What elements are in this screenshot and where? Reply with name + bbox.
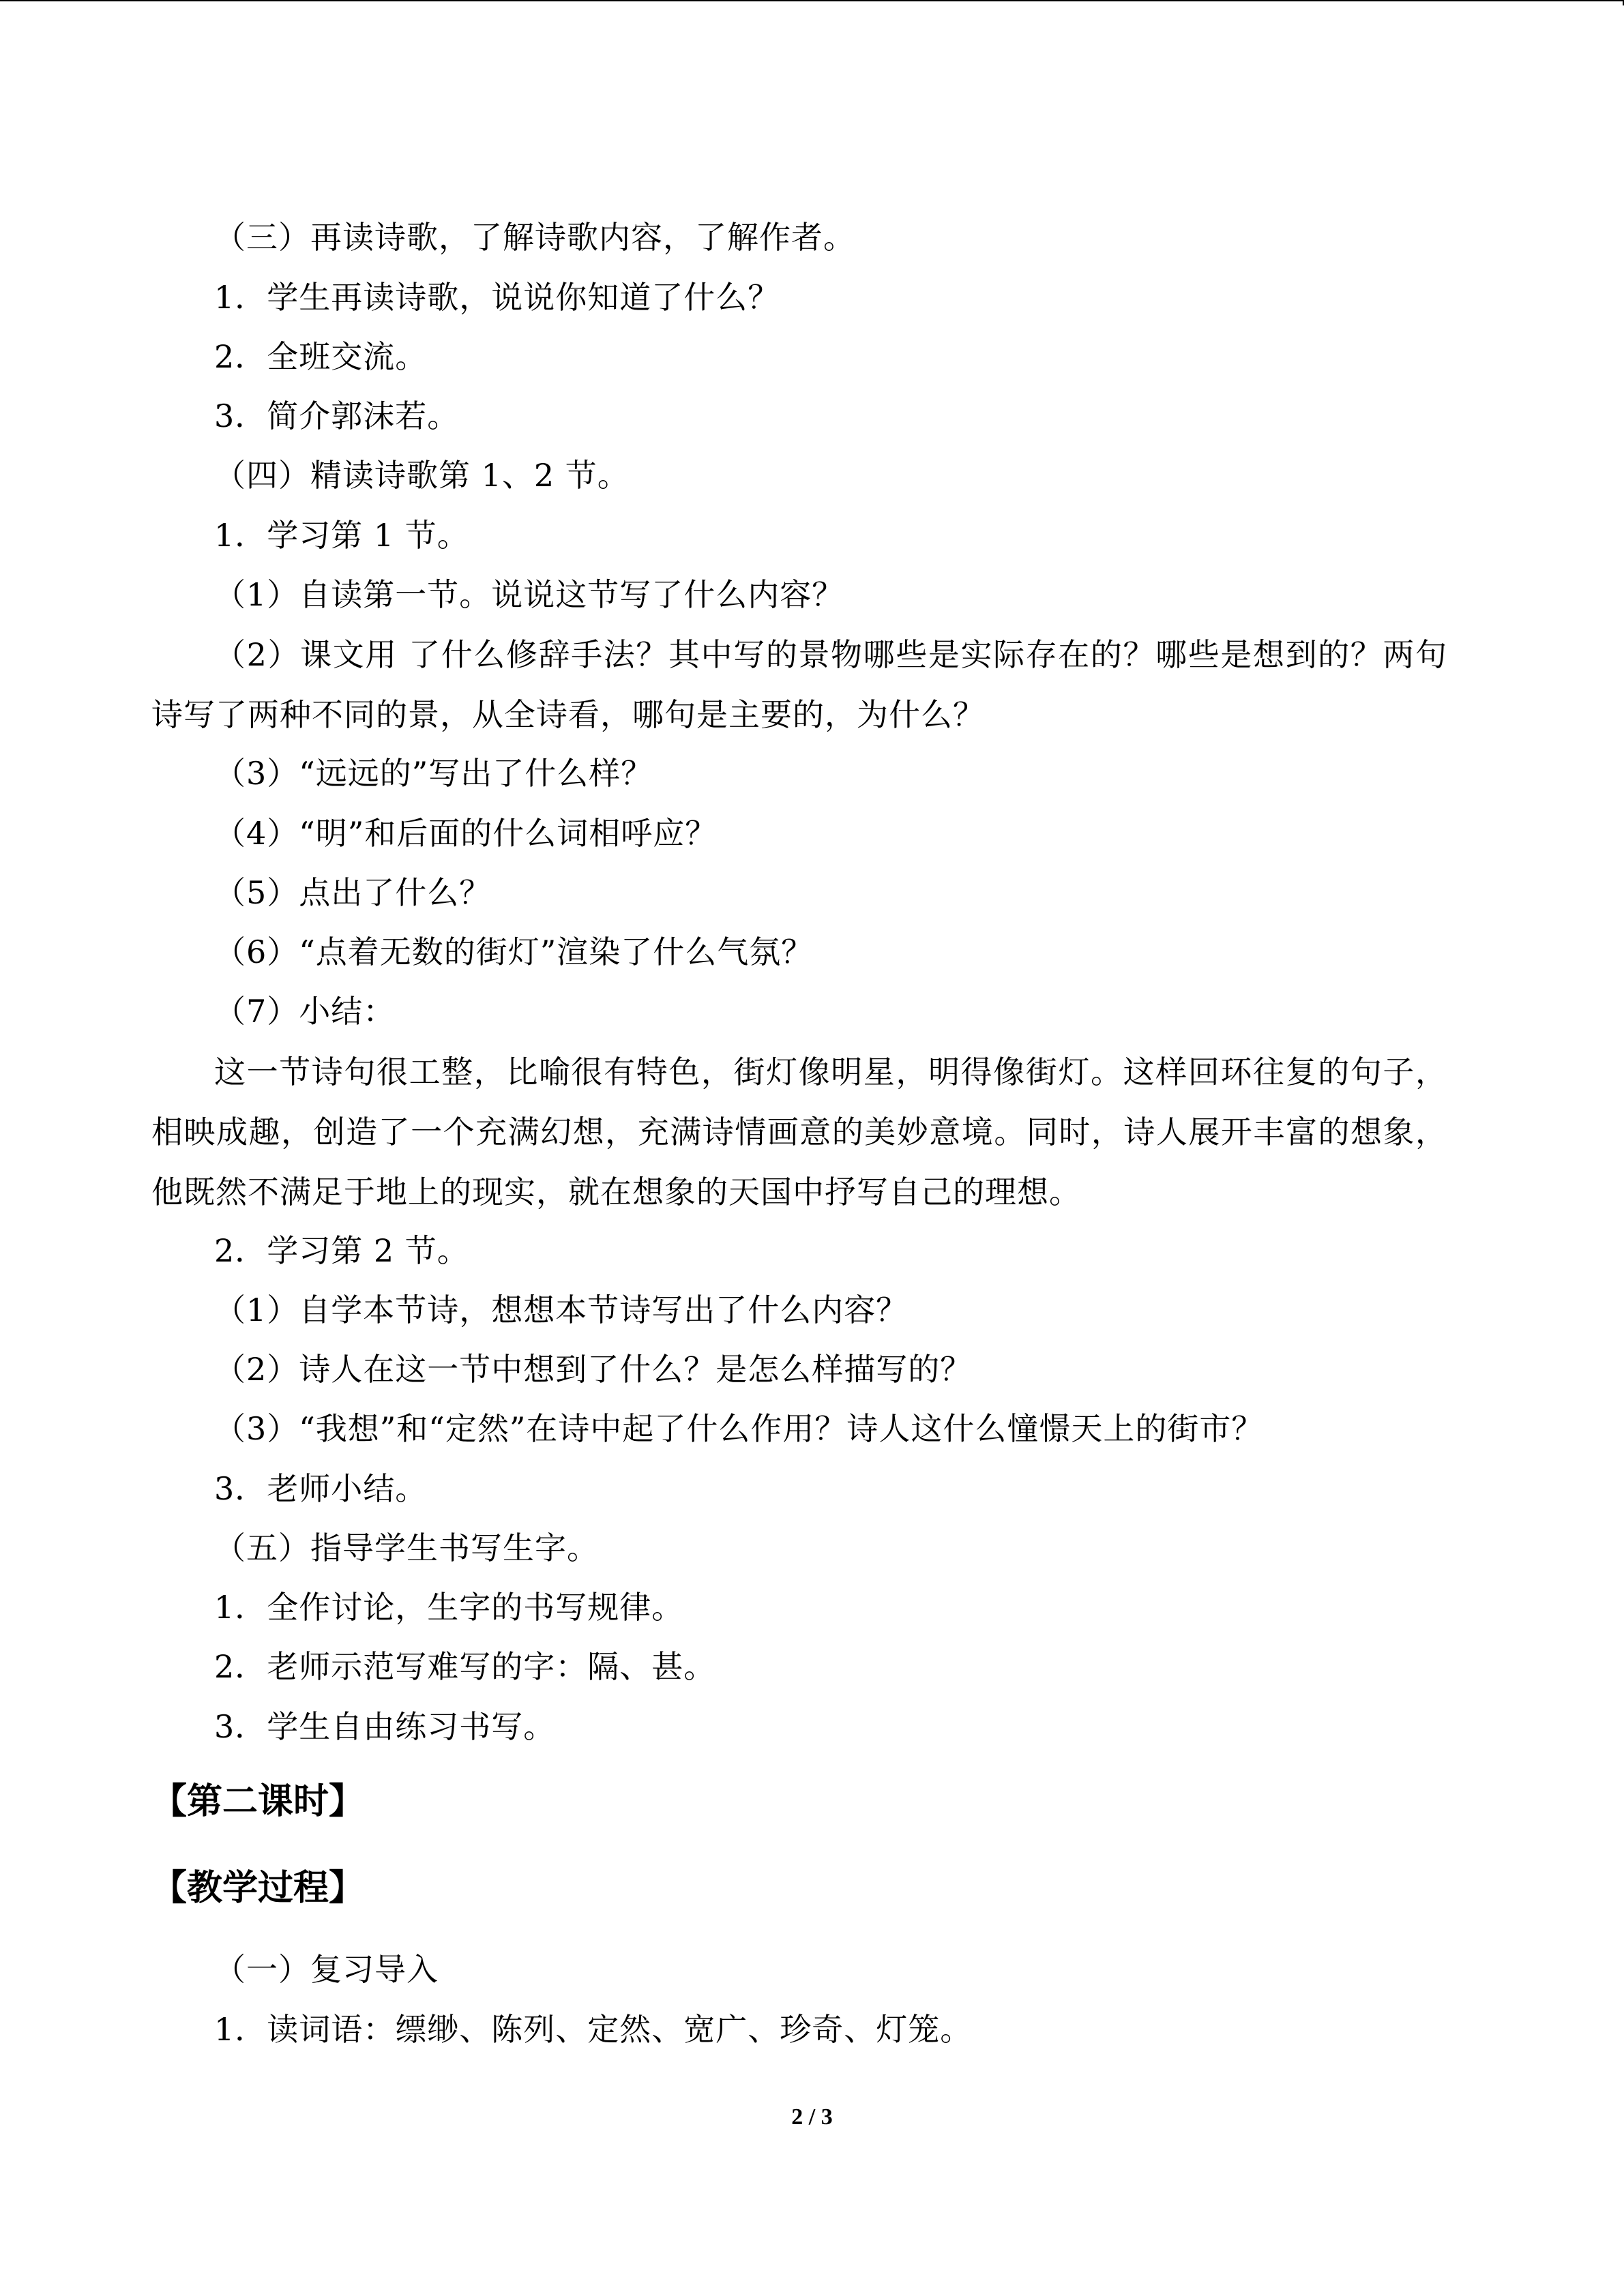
- list-item: 3．简介郭沫若。: [214, 398, 460, 434]
- heading-teaching-process: 【教学过程】: [151, 1868, 365, 1909]
- sub-item: （5）点出了什么？: [214, 874, 492, 911]
- sub-item: （7）小结：: [214, 993, 396, 1030]
- list-item: 2．老师示范写难写的字：隔、甚。: [214, 1648, 716, 1685]
- sub-item: （4）“明”和后面的什么词相呼应？: [214, 815, 718, 852]
- paragraph-summary: 这一节诗句很工整，比喻很有特色，街灯像明星，明得像街灯。这样回环往复的句子，相映成趣，创造了一个充满幻想，充满诗情画意的美妙意境。同时，诗人展开丰富的想象，他既然不满足于地上的现实，就在想象的天国中抒写自己的理想。: [151, 1054, 1447, 1210]
- sub-item: （3）“我想”和“定然”在诗中起了什么作用？诗人这什么憧憬天上的街市？: [214, 1410, 1264, 1447]
- paragraph-rhetoric-question: （2）课文用 了什么修辞手法？其中写的景物哪些是实际存在的？哪些是想到的？两句诗写了两种不同的景，从全诗看，哪句是主要的，为什么？: [151, 636, 1447, 733]
- sub-item: （1）自读第一节。说说这节写了什么内容？: [214, 576, 844, 613]
- section-heading-3: （三）再读诗歌，了解诗歌内容，了解作者。: [214, 219, 855, 256]
- list-item: 1．学习第 1 节。: [214, 517, 469, 554]
- heading-second-lesson: 【第二课时】: [151, 1781, 365, 1822]
- sub-item: （1）自学本节诗，想想本节诗写出了什么内容？: [214, 1292, 909, 1328]
- page-number: 2 / 3: [791, 2104, 833, 2130]
- list-item: 2．全班交流。: [214, 338, 428, 375]
- list-item: 1．学生再读诗歌，说说你知道了什么？: [214, 279, 780, 316]
- section-heading-4: （四）精读诗歌第 1、2 节。: [214, 457, 630, 494]
- top-border-line: [0, 0, 1624, 1]
- sub-item: （3）“远远的”写出了什么样？: [214, 755, 653, 792]
- sub-item: （2）诗人在这一节中想到了什么？是怎么样描写的？: [214, 1351, 973, 1388]
- sub-item: （6）“点着无数的街灯”渲染了什么气氛？: [214, 934, 814, 970]
- list-item: 1．读词语：缥缈、陈列、定然、宽广、珍奇、灯笼。: [214, 2011, 973, 2048]
- list-item: 3．老师小结。: [214, 1470, 428, 1507]
- section-heading-1: （一）复习导入: [214, 1951, 439, 1988]
- list-item: 1．全作讨论，生字的书写规律。: [214, 1589, 684, 1626]
- list-item: 2．学习第 2 节。: [214, 1232, 469, 1269]
- section-heading-5: （五）指导学生书写生字。: [214, 1530, 599, 1566]
- list-item: 3．学生自由练习书写。: [214, 1708, 556, 1745]
